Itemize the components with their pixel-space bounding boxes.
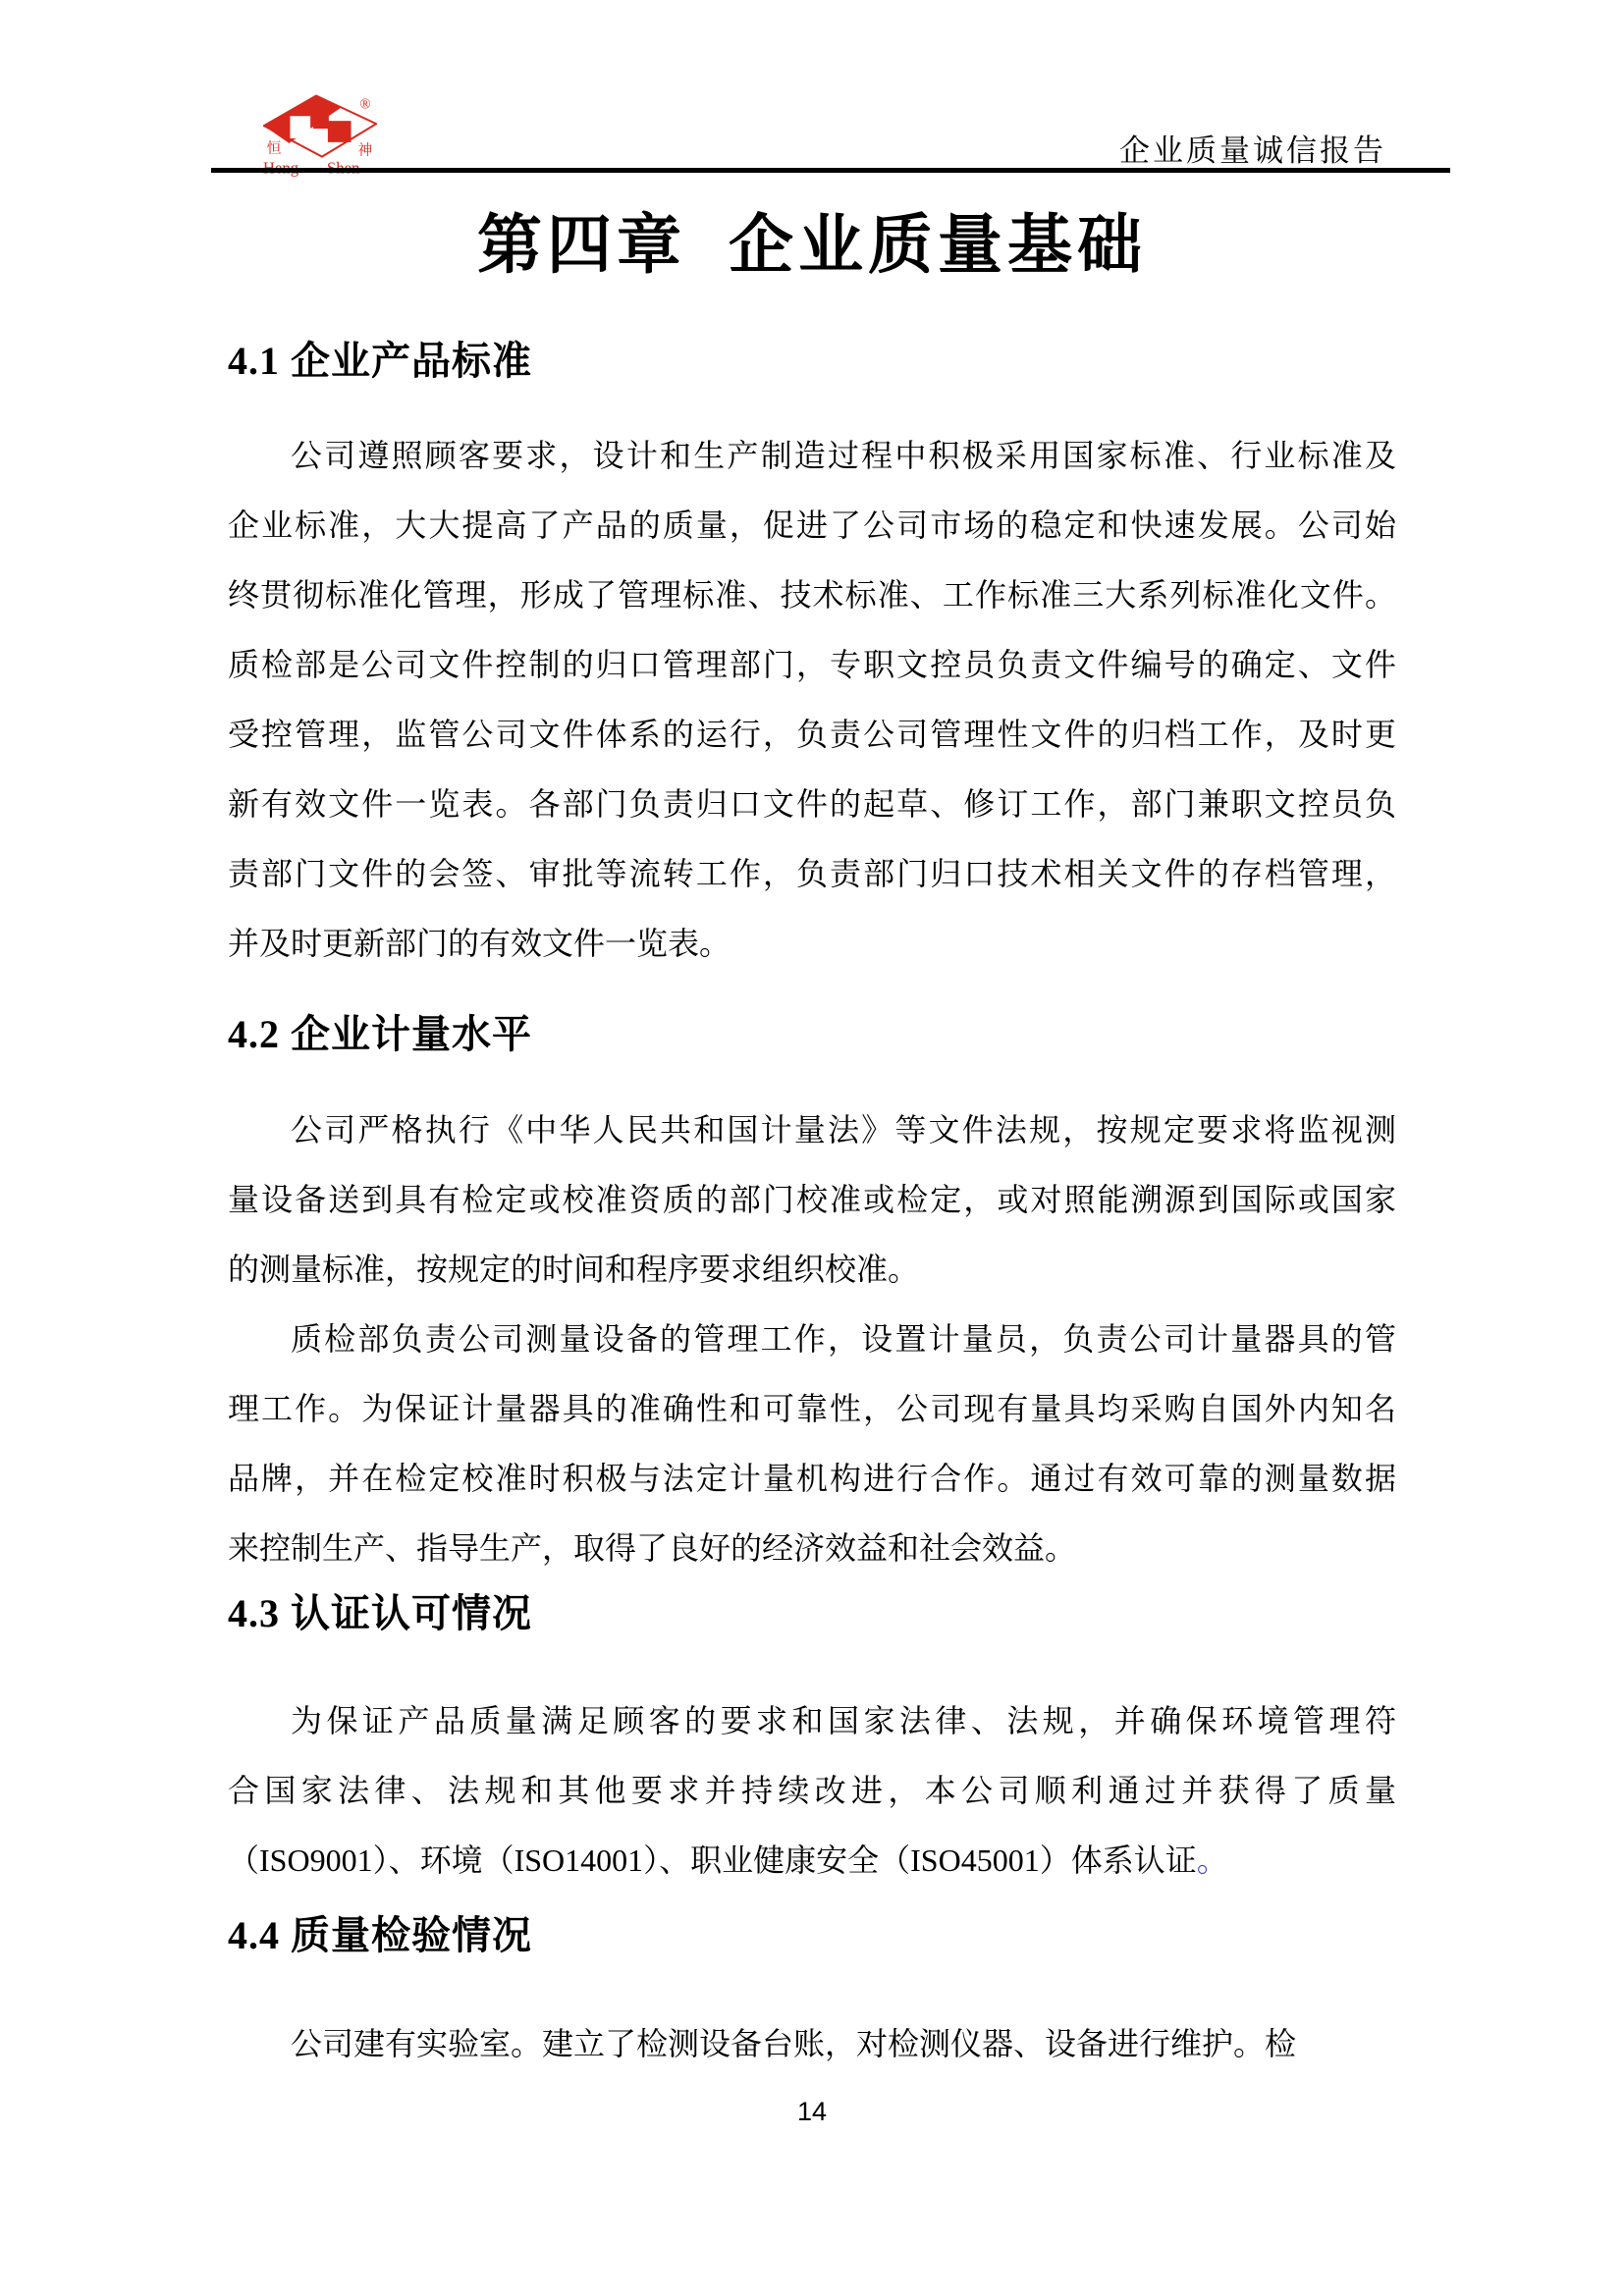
text-line: 责部门文件的会签、审批等流转工作，负责部门归口技术相关文件的存档管理， (228, 856, 1396, 891)
logo-right-block (328, 121, 352, 142)
text-line: 的测量标准，按规定的时间和程序要求组织校准。 (228, 1252, 920, 1287)
text-line: 新有效文件一览表。各部门负责归口文件的起草、修订工作，部门兼职文控员负 (228, 786, 1396, 822)
text-line: 品牌，并在检定校准时积极与法定计量机构进行合作。通过有效可靠的测量数据 (228, 1461, 1396, 1496)
text-line: 量设备送到具有检定或校准资质的部门校准或检定，或对照能溯源到国际或国家 (228, 1182, 1396, 1217)
iso-certifications-text: （ISO9001）、环境（ISO14001）、职业健康安全（ISO45001）体系认证 (228, 1842, 1197, 1878)
text-line: 合国家法律、法规和其他要求并持续改进，本公司顺利通过并获得了质量 (228, 1773, 1396, 1808)
logo-hanzi-left: 恒 (266, 140, 282, 157)
page-number: 14 (796, 2097, 828, 2126)
page-title: 第四章 企业质量基础 (477, 210, 1147, 282)
text-line: 企业标准，大大提高了产品的质量，促进了公司市场的稳定和快速发展。公司始 (228, 507, 1396, 543)
section-4-4-paragraph (228, 2009, 1396, 2079)
section-4-3-paragraph (228, 1686, 1396, 1896)
text-line: 为保证产品质量满足顾客的要求和国家法律、法规，并确保环境管理符 (291, 1703, 1396, 1738)
text-line: 公司遵照顾客要求，设计和生产制造过程中积极采用国家标准、行业标准及 (291, 438, 1396, 473)
section-heading-4-2: 4.2 企业计量水平 (228, 1012, 532, 1056)
text-line: 质检部是公司文件控制的归口管理部门，专职文控员负责文件编号的确定、文件 (228, 647, 1396, 682)
logo-registered-icon: ® (359, 96, 371, 113)
text-line: 质检部负责公司测量设备的管理工作，设置计量员，负责公司计量器具的管 (291, 1321, 1396, 1357)
section-4-1-paragraph (228, 421, 1396, 979)
logo-white-square (290, 116, 310, 138)
logo-hanzi-right: 神 (357, 142, 373, 159)
header-doc-title: 企业质量诚信报告 (1119, 133, 1386, 168)
text-line: 并及时更新部门的有效文件一览表。 (228, 926, 731, 961)
section-4-2-paragraph-2 (228, 1305, 1396, 1583)
section-4-3-lines (228, 1686, 1396, 1826)
text-line: 来控制生产、指导生产，取得了良好的经济效益和社会效益。 (228, 1530, 1077, 1566)
text-line (228, 1826, 1396, 1896)
header-rule (211, 168, 1450, 173)
company-logo (251, 86, 387, 177)
logo-center-block (313, 111, 329, 129)
text-line: 终贯彻标准化管理，形成了管理标准、技术标准、工作标准三大系列标准化文件。 (228, 577, 1396, 613)
page-footer (0, 2097, 1624, 2127)
section-4-2-paragraph-1 (228, 1095, 1396, 1305)
blue-period: 。 (1196, 1842, 1228, 1878)
section-heading-4-1: 4.1 企业产品标准 (228, 339, 532, 383)
text-line: 受控管理，监管公司文件体系的运行，负责公司管理性文件的归档工作，及时更 (228, 717, 1396, 752)
section-heading-4-4: 4.4 质量检验情况 (228, 1913, 532, 1957)
text-line: 公司严格执行《中华人民共和国计量法》等文件法规，按规定要求将监视测 (291, 1112, 1396, 1148)
text-line: 理工作。为保证计量器具的准确性和可靠性，公司现有量具均采购自国外内知名 (228, 1391, 1396, 1426)
text-line: 公司建有实验室。建立了检测设备台账，对检测仪器、设备进行维护。检 (291, 2026, 1297, 2061)
section-heading-4-3: 4.3 认证认可情况 (228, 1591, 532, 1635)
